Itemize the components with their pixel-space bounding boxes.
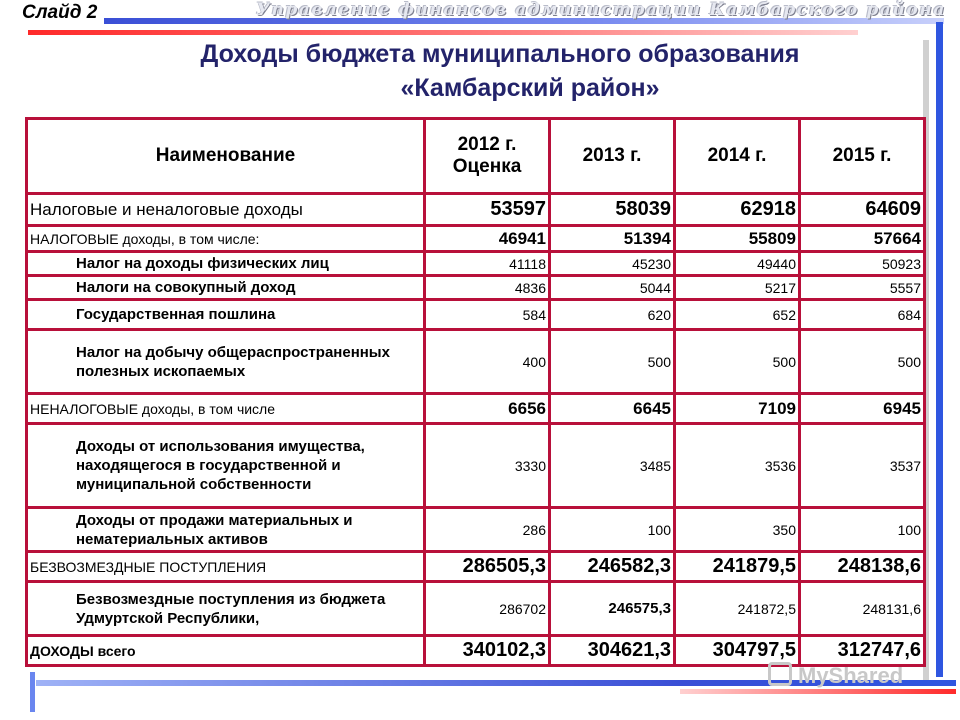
cell-value: 350 — [675, 508, 800, 552]
cell-value: 248131,6 — [800, 582, 925, 636]
slide-title — [100, 37, 900, 105]
cell-value: 6645 — [550, 394, 675, 424]
cell-value: 286 — [425, 508, 550, 552]
row-name: НЕНАЛОГОВЫЕ доходы, в том числе — [27, 394, 425, 424]
footer-stripe-red — [680, 689, 956, 694]
table-row — [27, 508, 925, 552]
cell-value: 4836 — [425, 276, 550, 300]
column-header: 2015 г. — [800, 119, 925, 194]
cell-value: 652 — [675, 300, 800, 330]
watermark-logo-icon — [768, 662, 792, 686]
left-accent-bar — [30, 672, 35, 712]
cell-value: 5217 — [675, 276, 800, 300]
slide-title-line-2: «Камбарский район» — [400, 74, 660, 102]
organization-title: Управление финансов администрации Камбарского района — [256, 0, 946, 20]
cell-value: 248138,6 — [800, 552, 925, 582]
cell-value: 584 — [425, 300, 550, 330]
column-header: Наименование — [27, 119, 425, 194]
cell-value: 50923 — [800, 252, 925, 276]
column-header: 2012 г. Оценка — [425, 119, 550, 194]
table-row — [27, 300, 925, 330]
cell-value: 246575,3 — [550, 582, 675, 636]
cell-value: 304797,5 — [675, 636, 800, 666]
table-row — [27, 276, 925, 300]
cell-value: 3536 — [675, 424, 800, 508]
row-name: Государственная пошлина — [27, 300, 425, 330]
column-header: 2014 г. — [675, 119, 800, 194]
cell-value: 7109 — [675, 394, 800, 424]
cell-value: 241879,5 — [675, 552, 800, 582]
cell-value: 5557 — [800, 276, 925, 300]
cell-value: 3330 — [425, 424, 550, 508]
slide-label: Слайд 2 — [22, 2, 98, 23]
row-name: Доходы от использования имущества, находящегося в государственной и муниципальной собственности — [27, 424, 425, 508]
table-row — [27, 394, 925, 424]
cell-value: 6945 — [800, 394, 925, 424]
row-name: Налоговые и неналоговые доходы — [27, 194, 425, 226]
row-name: Налог на добычу общераспространенных полезных ископаемых — [27, 330, 425, 394]
table-row — [27, 226, 925, 252]
slide-title-line-1: Доходы бюджета муниципального образования — [200, 40, 800, 68]
table-header-row — [27, 119, 925, 194]
table-row — [27, 552, 925, 582]
cell-value: 46941 — [425, 226, 550, 252]
cell-value: 246582,3 — [550, 552, 675, 582]
cell-value: 400 — [425, 330, 550, 394]
cell-value: 62918 — [675, 194, 800, 226]
cell-value: 5044 — [550, 276, 675, 300]
cell-value: 100 — [800, 508, 925, 552]
cell-value: 684 — [800, 300, 925, 330]
cell-value: 340102,3 — [425, 636, 550, 666]
cell-value: 6656 — [425, 394, 550, 424]
cell-value: 53597 — [425, 194, 550, 226]
row-name: НАЛОГОВЫЕ доходы, в том числе: — [27, 226, 425, 252]
watermark-text: MyShared — [798, 663, 904, 688]
budget-income-table — [25, 117, 926, 667]
cell-value: 51394 — [550, 226, 675, 252]
cell-value: 304621,3 — [550, 636, 675, 666]
table-row — [27, 582, 925, 636]
table-row — [27, 424, 925, 508]
table-row — [27, 330, 925, 394]
cell-value: 286702 — [425, 582, 550, 636]
cell-value: 500 — [675, 330, 800, 394]
cell-value: 64609 — [800, 194, 925, 226]
cell-value: 58039 — [550, 194, 675, 226]
row-name: БЕЗВОЗМЕЗДНЫЕ ПОСТУПЛЕНИЯ — [27, 552, 425, 582]
header-stripe-red — [28, 30, 858, 35]
cell-value: 620 — [550, 300, 675, 330]
row-name: ДОХОДЫ всего — [27, 636, 425, 666]
table-row — [27, 636, 925, 666]
cell-value: 45230 — [550, 252, 675, 276]
cell-value: 241872,5 — [675, 582, 800, 636]
row-name: Налоги на совокупный доход — [27, 276, 425, 300]
cell-value: 3485 — [550, 424, 675, 508]
cell-value: 49440 — [675, 252, 800, 276]
row-name: Налог на доходы физических лиц — [27, 252, 425, 276]
cell-value: 41118 — [425, 252, 550, 276]
cell-value: 100 — [550, 508, 675, 552]
cell-value: 500 — [550, 330, 675, 394]
cell-value: 55809 — [675, 226, 800, 252]
row-name: Доходы от продажи материальных и нематериальных активов — [27, 508, 425, 552]
table-row — [27, 252, 925, 276]
cell-value: 286505,3 — [425, 552, 550, 582]
column-header: 2013 г. — [550, 119, 675, 194]
row-name: Безвозмездные поступления из бюджета Удмуртской Республики, — [27, 582, 425, 636]
watermark — [768, 662, 903, 689]
cell-value: 500 — [800, 330, 925, 394]
cell-value: 57664 — [800, 226, 925, 252]
right-accent-bar — [936, 22, 943, 677]
table-row — [27, 194, 925, 226]
cell-value: 3537 — [800, 424, 925, 508]
cell-value: 312747,6 — [800, 636, 925, 666]
